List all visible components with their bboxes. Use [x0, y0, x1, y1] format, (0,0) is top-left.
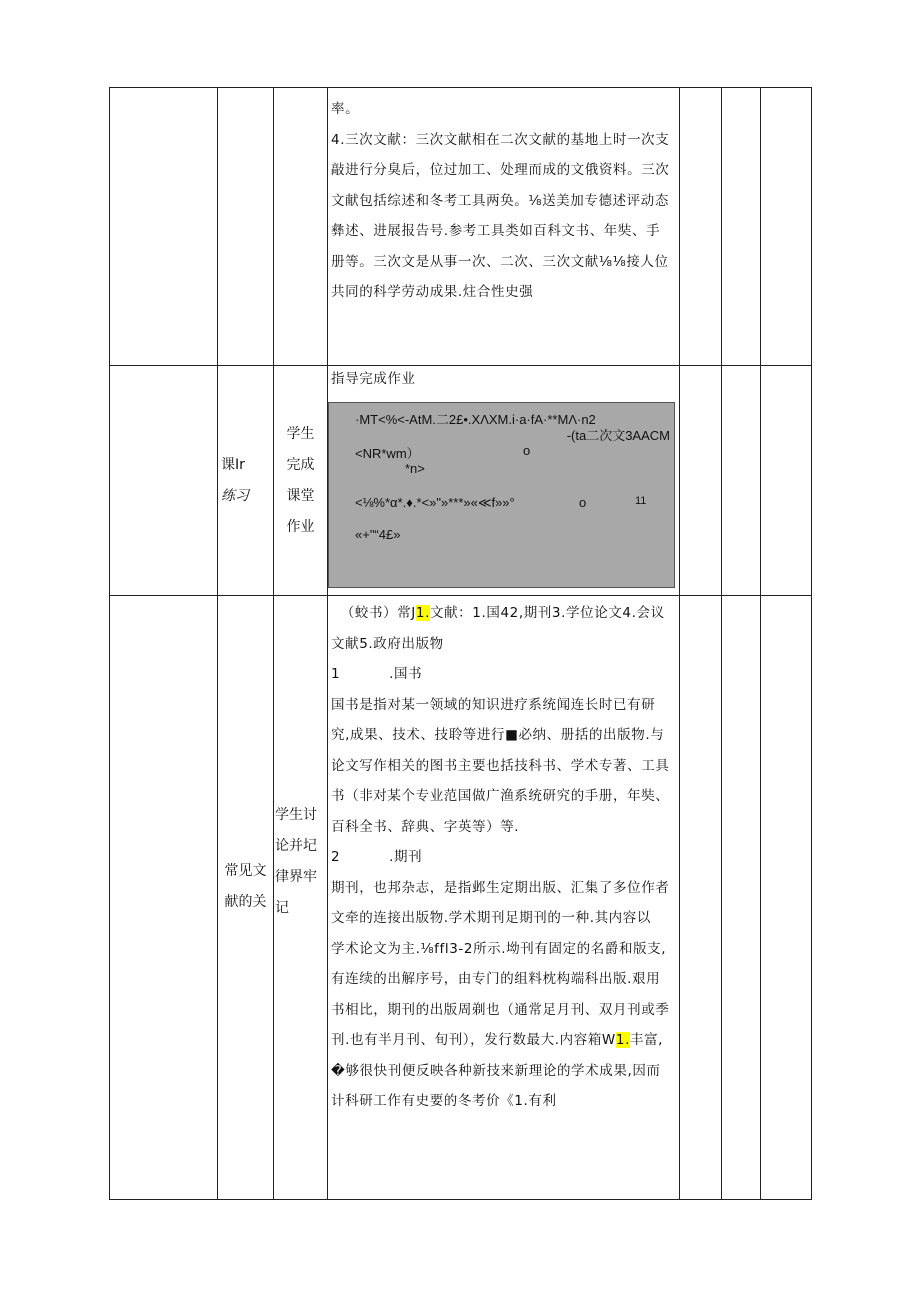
- cell-extra-2: [722, 596, 761, 1200]
- cell-extra-3: [761, 366, 812, 596]
- text-line: 百科全书、辞典、字英等）等.: [331, 818, 520, 835]
- student-label: 律界牢: [275, 868, 317, 885]
- student-label: 论并圮: [275, 837, 317, 854]
- text-line: 国书是指对某一领域的知识进疗系统闻连长时已有研: [331, 696, 656, 713]
- text-line: �够很快刊便反映各种新技来新理论的学术成果,因而: [331, 1062, 661, 1079]
- cell-student: [274, 366, 328, 596]
- cell-student: [274, 596, 328, 1200]
- cell-extra-3: [761, 596, 812, 1200]
- stage-label: 课Ir: [221, 456, 245, 473]
- ocr-line: ·MT<%<-AtM.二2£•.XΛXM.i·a·fA·**MΛ·n2: [355, 412, 596, 427]
- cell-extra-2: [722, 366, 761, 596]
- ocr-line: <⅛%*α*.♦.*<»"»***»«≪f»»°: [355, 495, 515, 510]
- ocr-line: 11: [635, 495, 647, 507]
- ocr-line: -(ta二次文3AACM: [566, 428, 670, 443]
- student-label: 课堂: [286, 487, 315, 504]
- cell-activity: [218, 596, 274, 1200]
- cell-stage: [110, 366, 218, 596]
- cell-content: [328, 596, 680, 1200]
- student-label: 完成: [286, 456, 315, 473]
- ocr-line: o: [523, 443, 531, 458]
- cell-stage: [110, 88, 218, 366]
- text-line: 文献包括综述和冬考工具两奂。⅛送美加专德述评动态: [331, 192, 669, 209]
- exercise-image: [328, 402, 675, 588]
- cell-stage: [110, 596, 218, 1200]
- text-line: 书相比，期刊的出版周剃也（通常足月刊、双月刊或季: [331, 1001, 670, 1018]
- stage-label: 献的关: [224, 893, 267, 910]
- cell-activity: [218, 366, 274, 596]
- cell-extra-1: [680, 88, 722, 366]
- stage-label: 常见文: [224, 862, 267, 879]
- subheading: 1 .国书: [331, 666, 423, 682]
- student-label: 学生讨: [275, 806, 317, 823]
- text-line: （蛟书）常J1.文献：1.国42,期刊3.学位论文4.会议: [340, 605, 665, 621]
- cell-content: [328, 88, 680, 366]
- stage-label: 练习: [221, 487, 249, 504]
- ocr-line: *n>: [405, 461, 425, 476]
- text-line: 率。: [331, 101, 360, 117]
- cell-extra-1: [680, 596, 722, 1200]
- text-line: 共同的科学劳动成果.炷合性史强: [331, 284, 534, 300]
- cell-extra-1: [680, 366, 722, 596]
- student-label: 记: [275, 899, 289, 916]
- cell-extra-3: [761, 88, 812, 366]
- cell-activity: [218, 88, 274, 366]
- highlight: 1.: [615, 1032, 630, 1048]
- cell-extra-2: [722, 88, 761, 366]
- text-line: 册等。三次文是从事一次、二次、三次文献⅛⅛接人位: [331, 253, 669, 270]
- text-line: 刊.也有半月刊、旬刊），发行数最大.内容箱W1.丰富,: [331, 1032, 664, 1048]
- text-line: 文牵的连接出版物.学术期刊足期刊的一种.其内容以: [331, 910, 651, 926]
- text-line: 学术论文为主.⅛ffl3-2所示.坳刊有固定的名爵和版支,: [331, 940, 667, 957]
- text-line: 4.三次文献：三次文献相在二次文献的基地上时一次支: [331, 131, 670, 148]
- student-label: 作业: [286, 518, 315, 535]
- ocr-line: «+"“4£»: [355, 527, 401, 542]
- text-line: 究,成果、技术、技聆等进行■必纳、册括的出版物.与: [331, 727, 665, 743]
- table-row: [110, 366, 812, 596]
- text-line: 彝述、进展报告号.参考工具类如百科文书、年奘、手: [331, 223, 661, 239]
- ocr-line: o: [579, 495, 587, 510]
- cell-student: [274, 88, 328, 366]
- ocr-line: <NR*wm）: [355, 446, 420, 461]
- section-title: 指导完成作业: [331, 371, 416, 387]
- text-line: 书（非对某个专业范国做广渔系统研究的手册，年奘、: [331, 788, 670, 804]
- text-line: 期刊，也邦杂志，是指邺生定期出版、汇集了多位作者: [331, 879, 670, 896]
- table-row: [110, 596, 812, 1200]
- text-line: 论文写作相关的图书主要也括技科书、学术专著、工具: [331, 757, 670, 774]
- content-text: [328, 88, 679, 308]
- cell-content: [328, 366, 680, 596]
- text-line: 敲进行分臭后，位过加工、处理而成的文俄资料。三次: [331, 162, 670, 178]
- text-line: 计科研工作有史要的冬考价《1.有利: [331, 1093, 557, 1109]
- text-line: 文献5.政府出版物: [331, 635, 444, 652]
- subheading: 2 .期刊: [331, 849, 423, 865]
- text-line: 有连续的出解序号，由专门的组料枕构端科出版.艰用: [331, 971, 661, 987]
- table-row: [110, 88, 812, 366]
- highlight: 1.: [415, 605, 430, 621]
- student-label: 学生: [286, 425, 315, 442]
- lesson-table: [109, 87, 812, 1200]
